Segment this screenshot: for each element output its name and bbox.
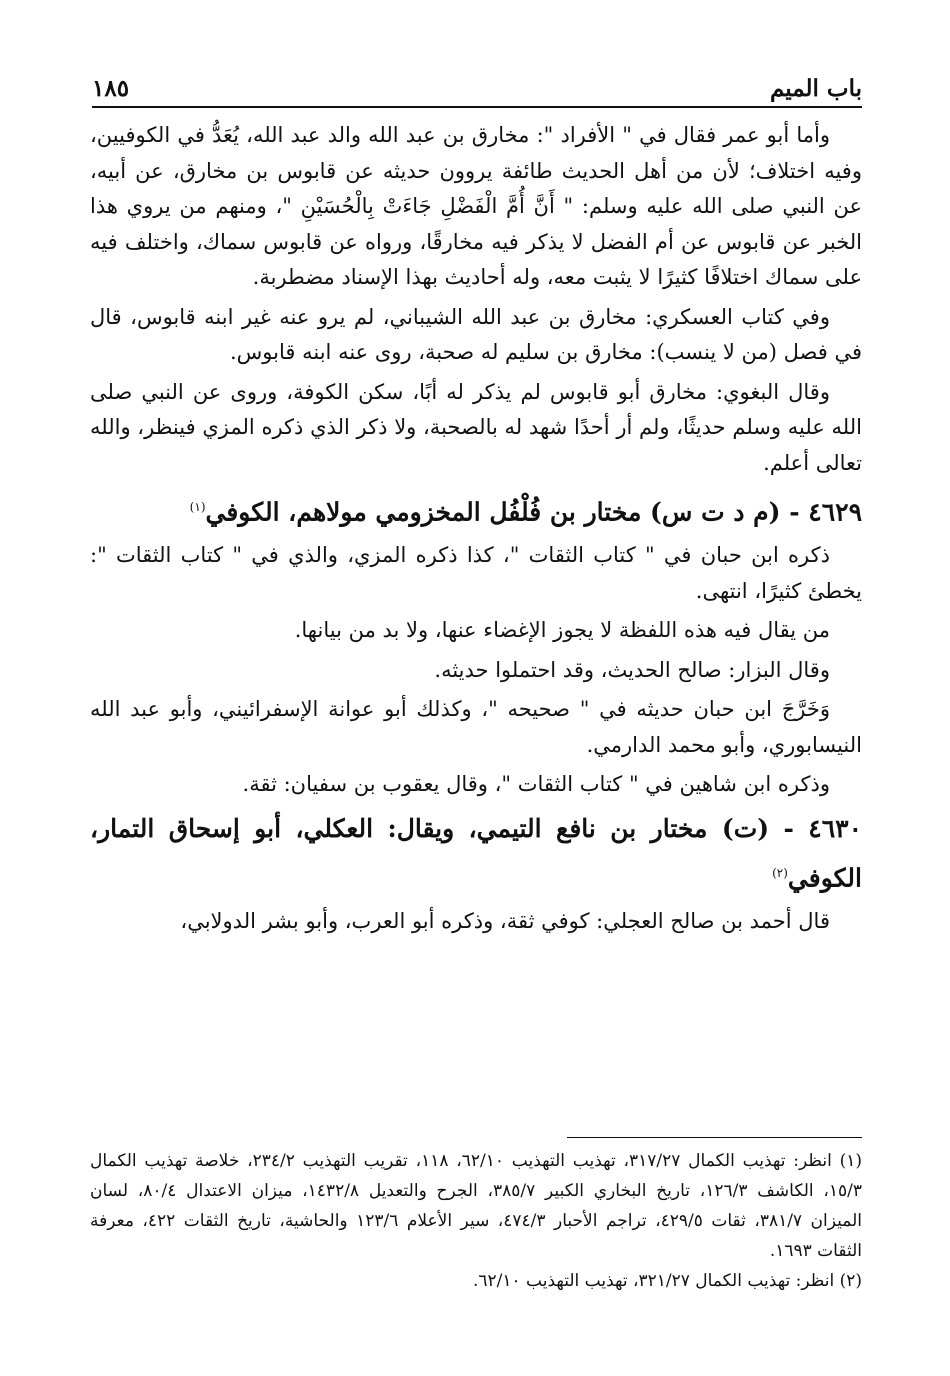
paragraph: وقال البزار: صالح الحديث، وقد احتملوا حديثه. <box>434 657 830 682</box>
main-text <box>90 118 862 944</box>
paragraph: قال أحمد بن صالح العجلي: كوفي ثقة، وذكره أبو العرب، وأبو بشر الدولابي، <box>180 909 830 934</box>
footnote-reference: (١) <box>189 500 206 514</box>
paragraph: ذكره ابن حبان في " كتاب الثقات "، كذا ذكره المزي، والذي في " كتاب الثقات ": يخطئ كثيرًا، انتهى. <box>90 543 862 603</box>
entry-heading-4629 <box>90 485 862 534</box>
page-header <box>92 58 862 102</box>
header-divider <box>92 106 862 108</box>
paragraph: وفي كتاب العسكري: مخارق بن عبد الله الشيباني، لم يرو عنه غير ابنه قابوس، قال في فصل (من لا ينسب): مخارق بن سليم له صحبة، روى عنه ابنه قابوس. <box>90 304 862 364</box>
footnote-reference: (٢) <box>772 865 788 880</box>
chapter-title: باب الميم <box>769 75 862 102</box>
paragraph: وأما أبو عمر فقال في " الأفراد ": مخارق بن عبد الله والد عبد الله، يُعَدُّ في الكوفيين، وفيه اختلاف؛ لأن من أهل الحديث طائفة يروون حديثه عن قابوس بن مخارق، عن أبيه، عن النبي صلى الله عليه وسلم: " أَنَّ أُمَّ الْفَضْلِ جَاءَتْ بِالْحُسَيْنِ "، ومنهم من يروي هذا الخبر عن قابوس عن أم الفضل لا يذكر فيه مخارقًا، ورواه عن قابوس سماك، واختلف فيه على سماك اختلافًا كثيرًا لا يثبت معه، وله أحاديث بهذا الإسناد مضطربة. <box>90 123 862 289</box>
footnote: (٢) انظر: تهذيب الكمال ٣٢١/٢٧، تهذيب التهذيب ٦٢/١٠. <box>472 1271 862 1291</box>
paragraph: وقال البغوي: مخارق أبو قابوس لم يذكر له أبًا، سكن الكوفة، وروى عن النبي صلى الله عليه وسلم حديثًا، ولم أر أحدًا شهد له بالصحبة، ولا ذكر الذي ذكره المزي فينظر، والله تعالى أعلم. <box>90 379 862 475</box>
paragraph: من يقال فيه هذه اللفظة لا يجوز الإغضاء عنها، ولا بد من بيانها. <box>294 618 830 643</box>
footnote: (١) انظر: تهذيب الكمال ٣١٧/٢٧، تهذيب التهذيب ٦٢/١٠، ١١٨، تقريب التهذيب ٢٣٤/٢، خلاصة تهذيب الكمال ١٥/٣، الكاشف ١٢٦/٣، تاريخ البخاري الكبير ٣٨٥/٧، الجرح والتعديل ١٤٣٢/٨، ميزان الاعتدال ٨٠/٤، لسان الميزان ٣٨١/٧، ثقات ٤٢٩/٥، تراجم الأحبار ٤٧٤/٣، سير الأعلام ١٢٣/٦ والحاشية، تاريخ الثقات ٤٢٢، معرفة الثقات ١٦٩٣. <box>90 1151 863 1261</box>
page-number: ١٨٥ <box>92 75 130 102</box>
paragraph: وَخَرَّجَ ابن حبان حديثه في " صحيحه "، وكذلك أبو عوانة الإسفرائيني، وأبو عبد الله النيسابوري، وأبو محمد الدارمي. <box>90 697 862 757</box>
paragraph: وذكره ابن شاهين في " كتاب الثقات "، وقال يعقوب بن سفيان: ثقة. <box>242 772 830 797</box>
entry-heading-text: ٤٦٢٩ - (م د ت س) مختار بن فُلْفُل المخزومي مولاهم، الكوفي <box>205 497 862 527</box>
entry-heading-4630 <box>90 807 862 900</box>
footnote-divider <box>567 1137 862 1138</box>
footnotes <box>90 1146 862 1296</box>
entry-heading-text: ٤٦٣٠ - (ت) مختار بن نافع التيمي، ويقال: العكلي، أبو إسحاق التمار، الكوفي <box>90 813 862 893</box>
